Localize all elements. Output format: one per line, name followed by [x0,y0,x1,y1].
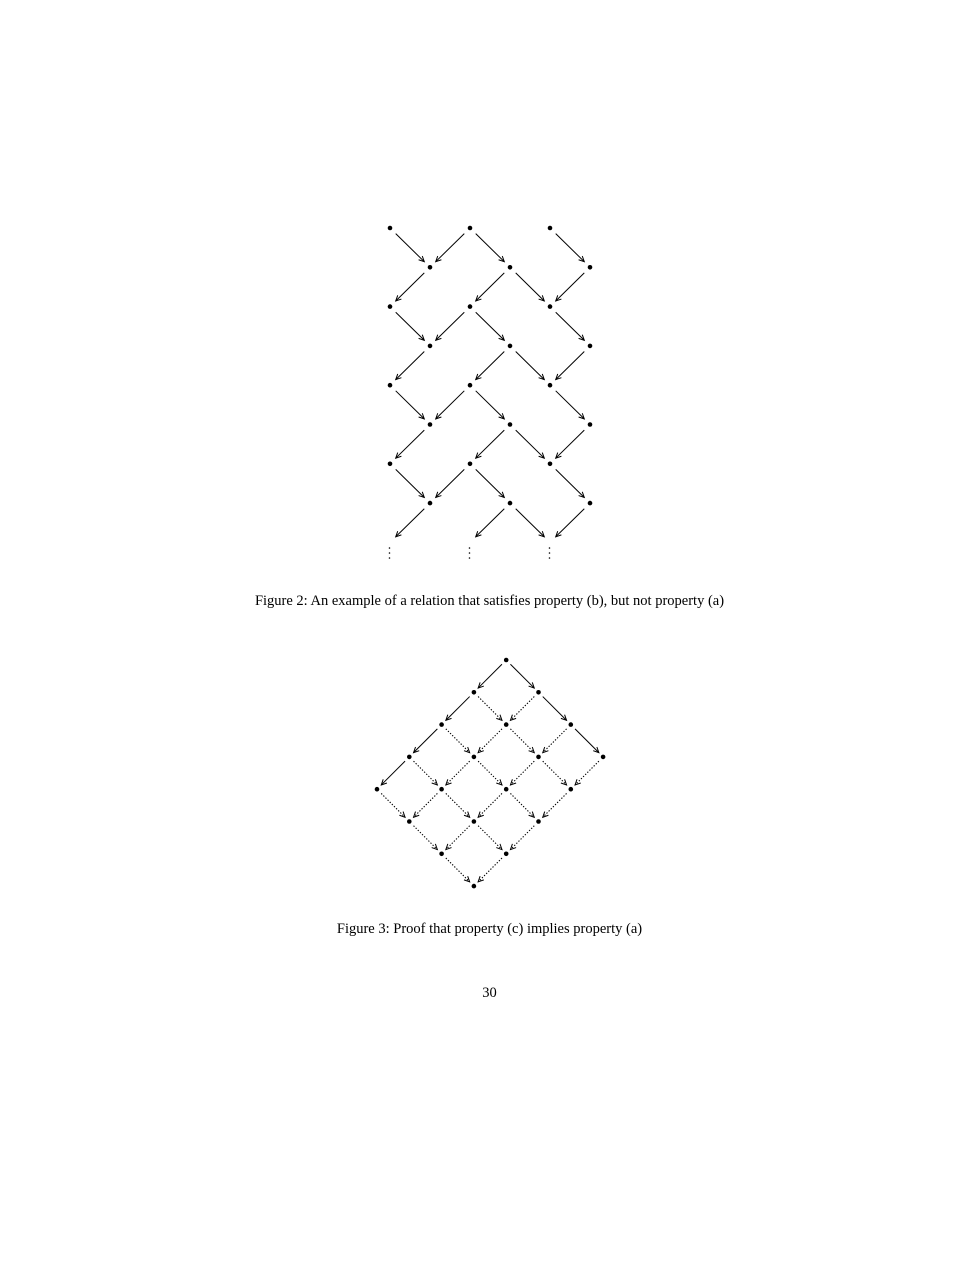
fig3-solid-edge-arrow [381,761,405,785]
fig3-node [472,690,477,695]
fig3-dotted-edge-arrow [510,697,534,721]
fig3-dotted-edge-arrow [510,826,534,850]
fig3-node [569,722,574,727]
fig3-solid-edge-arrow [414,729,438,753]
fig3-dotted-edge-arrow [575,761,599,785]
fig3-node [536,755,541,760]
fig3-node [569,787,574,792]
fig3-node [439,852,444,857]
fig3-dotted-edge-arrow [414,761,438,785]
fig3-dotted-edge-arrow [381,793,405,817]
fig3-dotted-edge-arrow [543,793,567,817]
fig3-node [536,690,541,695]
fig3-solid-edge-arrow [478,664,502,688]
fig3-node [407,819,412,824]
fig3-node [375,787,380,792]
fig3-dotted-edge-arrow [478,697,502,721]
fig3-dotted-edge-arrow [446,729,470,753]
fig3-dotted-edge-arrow [478,729,502,753]
figure-2-caption: Figure 2: An example of a relation that satisfies property (b), but not property (a) [254,593,725,609]
fig3-dotted-edge-arrow [543,761,567,785]
fig3-dotted-edge-arrow [446,761,470,785]
fig3-solid-edge-arrow [510,664,534,688]
fig3-dotted-edge-arrow [510,761,534,785]
fig3-solid-edge-arrow [575,729,599,753]
fig3-dotted-edge-arrow [543,729,567,753]
fig3-node [504,722,509,727]
fig3-dotted-edge-arrow [446,858,470,882]
fig3-node [407,755,412,760]
fig3-node [439,787,444,792]
fig3-dotted-edge-arrow [478,793,502,817]
fig3-node [504,852,509,857]
fig3-dotted-edge-arrow [510,729,534,753]
figure-3-caption: Figure 3: Proof that property (c) implies property (a) [336,921,643,937]
fig3-node [504,658,509,663]
fig3-node [601,755,606,760]
fig3-dotted-edge-arrow [446,793,470,817]
fig3-dotted-edge-arrow [446,826,470,850]
fig3-dotted-edge-arrow [478,826,502,850]
fig3-dotted-edge-arrow [478,761,502,785]
fig3-node [504,787,509,792]
page-number: 30 [482,985,497,1001]
fig3-solid-edge-arrow [446,697,470,721]
fig3-node [536,819,541,824]
fig3-node [439,722,444,727]
fig3-node [472,755,477,760]
fig3-node [472,819,477,824]
fig3-solid-edge-arrow [543,697,567,721]
fig3-dotted-edge-arrow [478,858,502,882]
fig3-dotted-edge-arrow [414,826,438,850]
fig3-node [472,884,477,889]
fig3-dotted-edge-arrow [414,793,438,817]
fig3-dotted-edge-arrow [510,793,534,817]
